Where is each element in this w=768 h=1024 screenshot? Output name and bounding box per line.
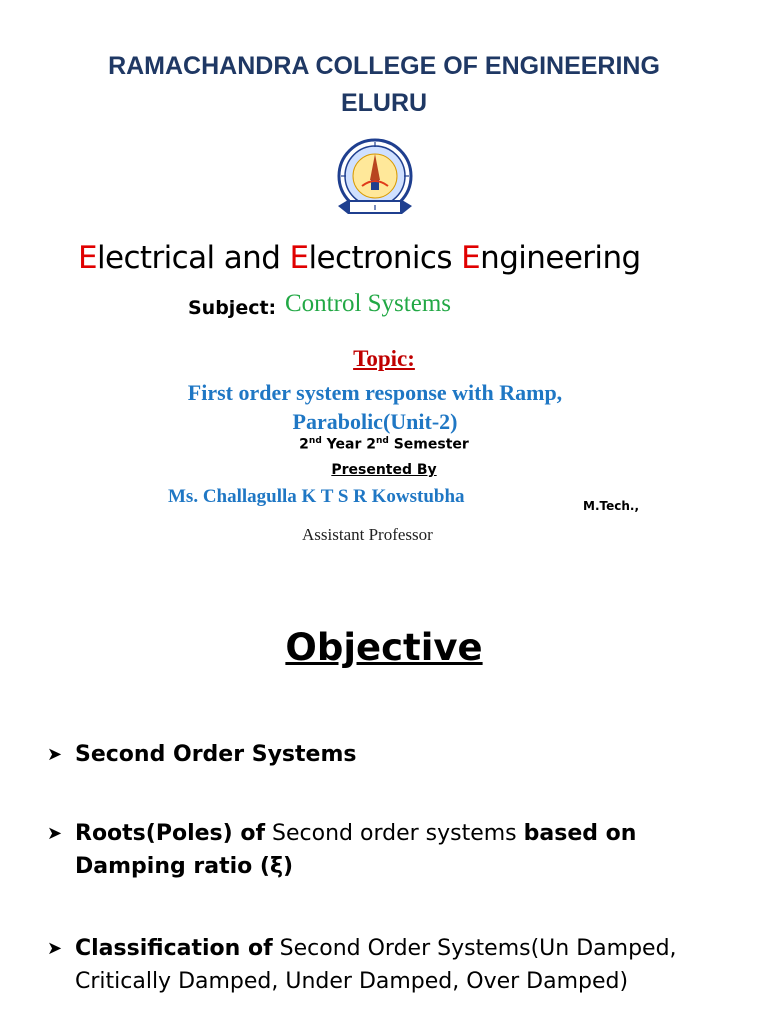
presenter-degree: M.Tech., bbox=[583, 499, 640, 513]
presenter-designation: Assistant Professor bbox=[302, 525, 433, 544]
arrow-bullet-icon: ➤ bbox=[47, 744, 63, 765]
college-name-line2: ELURU bbox=[340, 89, 428, 117]
topic-line2: Parabolic(Unit-2) bbox=[292, 409, 458, 434]
department-title: Electrical and Electronics Engineering bbox=[78, 240, 641, 276]
objective-heading: Objective bbox=[285, 626, 483, 669]
topic-label: Topic: bbox=[353, 346, 415, 371]
topic-line1: First order system response with Ramp, bbox=[187, 380, 563, 405]
objective-bullet-3: ➤ Classification of Second Order Systems(Un Damped, Critically Damped, Under Damped, Over Damped) bbox=[47, 932, 727, 998]
arrow-bullet-icon: ➤ bbox=[47, 938, 63, 959]
subject-value: Control Systems bbox=[285, 290, 451, 317]
college-name-line1: RAMACHANDRA COLLEGE OF ENGINEERING bbox=[108, 52, 660, 80]
college-logo bbox=[332, 136, 418, 224]
objective-bullet-2: ➤ Roots(Poles) of Second order systems based on Damping ratio (ξ) bbox=[47, 817, 727, 883]
objective-bullet-1: ➤ Second Order Systems bbox=[47, 738, 727, 771]
year-semester: 2nd Year 2nd Semester bbox=[299, 436, 469, 453]
arrow-bullet-icon: ➤ bbox=[47, 823, 63, 844]
presenter-name: Ms. Challagulla K T S R Kowstubha bbox=[168, 486, 465, 507]
presented-by-label: Presented By bbox=[331, 462, 437, 478]
topic-value bbox=[120, 378, 630, 436]
college-name bbox=[0, 48, 768, 122]
subject-label: Subject: bbox=[188, 297, 277, 319]
